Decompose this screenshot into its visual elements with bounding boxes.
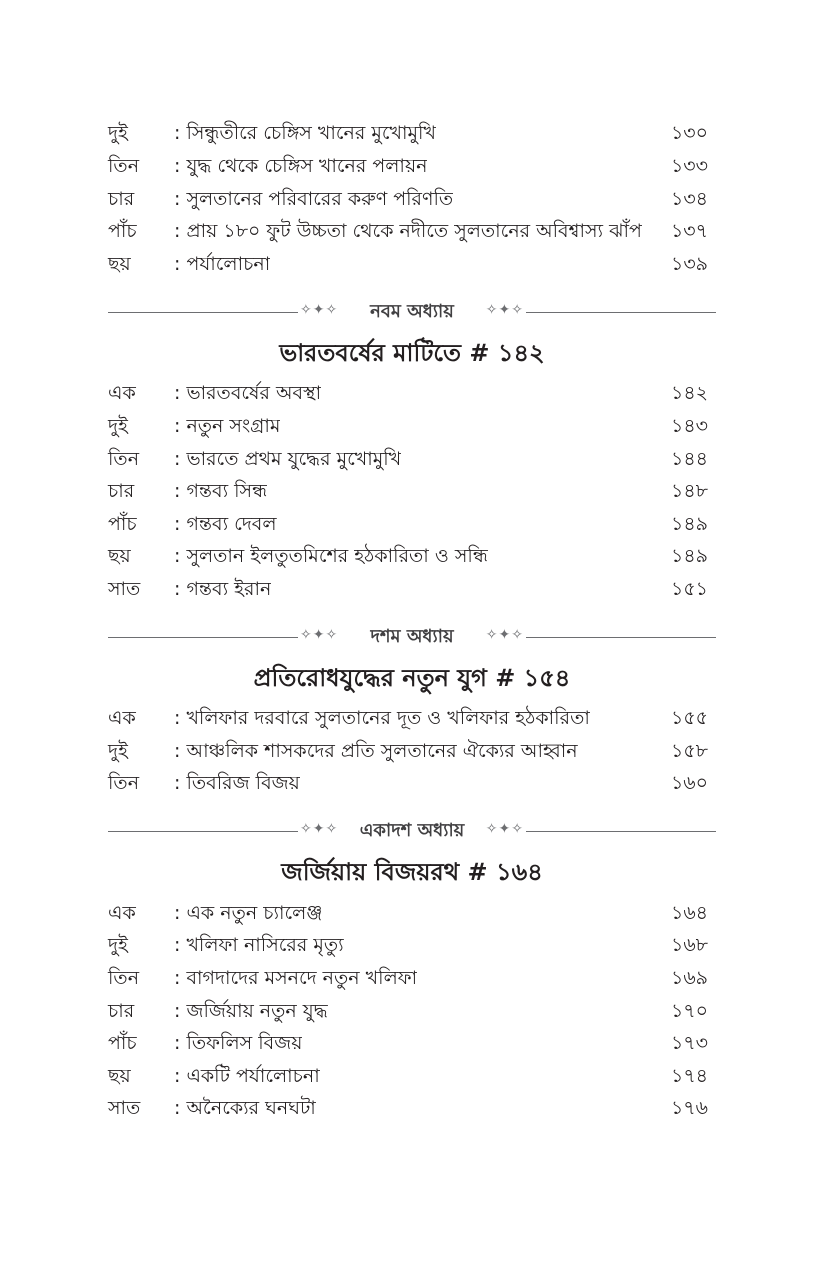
chapter-divider xyxy=(108,300,716,324)
divider-line xyxy=(526,312,716,313)
entry-title: : আঞ্চলিক শাসকদের প্রতি সুলতানের ঐক্যের আহ্বান xyxy=(174,740,578,762)
entry-page: ১৪৮ xyxy=(671,480,708,502)
entry-page: ১৪৪ xyxy=(671,448,708,470)
chapter-label: দশম অধ্যায় xyxy=(370,626,454,647)
entry-page: ১৪৩ xyxy=(670,415,708,437)
entry-page: ১৫১ xyxy=(671,578,708,600)
toc-entry xyxy=(108,377,708,409)
toc-entry xyxy=(108,248,708,280)
toc-entry xyxy=(108,1092,708,1124)
entry-title: : সিন্ধুতীরে চেঙ্গিস খানের মুখোমুখি xyxy=(174,122,436,144)
toc-entry xyxy=(108,735,708,767)
entry-number: চার xyxy=(108,480,135,502)
entry-title: : খলিফা নাসিরের মৃত্যু xyxy=(174,934,344,956)
toc-entry xyxy=(108,929,708,961)
entry-number: দুই xyxy=(108,122,128,144)
toc-entry xyxy=(108,117,708,149)
entry-page: ১৭০ xyxy=(670,1000,708,1022)
entry-page: ১৪৯ xyxy=(671,545,708,567)
toc-entry xyxy=(108,573,708,605)
entry-title: : প্রায় ১৮০ ফুট উচ্চতা থেকে নদীতে সুলতানের অবিশ্বাস্য ঝাঁপ xyxy=(174,220,642,242)
entry-page: ১৭৪ xyxy=(670,1065,708,1087)
chapter-title: প্রতিরোধযুদ্ধের নতুন যুগ # ১৫৪ xyxy=(253,664,571,692)
entry-page: ১৭৩ xyxy=(670,1032,708,1054)
toc-entry xyxy=(108,1060,708,1092)
entry-title: : যুদ্ধ থেকে চেঙ্গিস খানের পলায়ন xyxy=(174,155,428,177)
entry-title: : তিফলিস বিজয় xyxy=(174,1032,303,1054)
entry-title: : এক নতুন চ্যালেঞ্জ xyxy=(174,902,323,924)
entry-page: ১৩০ xyxy=(670,122,708,144)
entry-page: ১৭৬ xyxy=(670,1097,708,1119)
entry-page: ১৬০ xyxy=(670,772,708,794)
entry-title: : ভারতে প্রথম যুদ্ধের মুখোমুখি xyxy=(174,448,402,470)
entry-number: দুই xyxy=(108,415,128,437)
entry-number: দুই xyxy=(108,740,128,762)
entry-page: ১৩৩ xyxy=(670,155,708,177)
entry-page: ১৪২ xyxy=(670,382,708,404)
entry-page: ১৫৫ xyxy=(671,707,708,729)
chapter-title: জর্জিয়ায় বিজয়রথ # ১৬৪ xyxy=(281,858,543,886)
toc-entry xyxy=(108,540,708,572)
entry-number: সাত xyxy=(108,1097,141,1119)
ornament-icon: ✧✦✧ xyxy=(485,302,524,318)
entry-number: পাঁচ xyxy=(108,513,137,535)
divider-line xyxy=(526,637,716,638)
toc-entry xyxy=(108,702,708,734)
toc-entry xyxy=(108,897,708,929)
entry-title: : সুলতানের পরিবারের করুণ পরিণতি xyxy=(174,188,454,210)
entry-page: ১৬৮ xyxy=(670,934,708,956)
toc-entry xyxy=(108,443,708,475)
toc-entry xyxy=(108,475,708,507)
chapter-label: নবম অধ্যায় xyxy=(370,301,454,322)
entry-page: ১৬৪ xyxy=(670,902,708,924)
chapter-divider xyxy=(108,819,716,843)
toc-entry xyxy=(108,767,708,799)
toc-entry xyxy=(108,410,708,442)
entry-number: ছয় xyxy=(108,545,131,567)
entry-title: : সুলতান ইলতুতমিশের হঠকারিতা ও সন্ধি xyxy=(174,545,488,567)
ornament-icon: ✧✦✧ xyxy=(300,302,339,318)
entry-number: সাত xyxy=(108,578,141,600)
entry-number: এক xyxy=(108,902,136,924)
entry-number: তিন xyxy=(108,772,140,794)
entry-page: ১৩৭ xyxy=(670,220,708,242)
entry-number: চার xyxy=(108,188,135,210)
entry-number: ছয় xyxy=(108,253,131,275)
toc-entry xyxy=(108,962,708,994)
entry-page: ১৬৯ xyxy=(670,967,708,989)
entry-title: : একটি পর্যালোচনা xyxy=(174,1065,320,1087)
entry-title: : গন্তব্য সিন্ধ xyxy=(174,480,268,502)
entry-number: এক xyxy=(108,707,136,729)
entry-number: ছয় xyxy=(108,1065,131,1087)
entry-title: : খলিফার দরবারে সুলতানের দূত ও খলিফার হঠকারিতা xyxy=(174,707,590,729)
toc-entry xyxy=(108,1027,708,1059)
ornament-icon: ✧✦✧ xyxy=(300,627,339,643)
entry-title: : নতুন সংগ্রাম xyxy=(174,415,281,437)
entry-number: তিন xyxy=(108,448,140,470)
entry-title: : বাগদাদের মসনদে নতুন খলিফা xyxy=(174,967,418,989)
entry-number: পাঁচ xyxy=(108,220,137,242)
toc-entry xyxy=(108,508,708,540)
entry-number: দুই xyxy=(108,934,128,956)
ornament-icon: ✧✦✧ xyxy=(485,821,524,837)
entry-title: : পর্যালোচনা xyxy=(174,253,271,275)
ornament-icon: ✧✦✧ xyxy=(300,821,339,837)
toc-entry xyxy=(108,183,708,215)
entry-title: : তিবরিজ বিজয় xyxy=(174,772,300,794)
entry-title: : জর্জিয়ায় নতুন যুদ্ধ xyxy=(174,1000,328,1022)
chapter-title: ভারতবর্ষের মাটিতে # ১৪২ xyxy=(279,339,545,367)
ornament-icon: ✧✦✧ xyxy=(485,627,524,643)
entry-number: পাঁচ xyxy=(108,1032,137,1054)
chapter-divider xyxy=(108,625,716,649)
chapter-label: একাদশ অধ্যায় xyxy=(359,820,465,841)
divider-line xyxy=(526,831,716,832)
toc-entry xyxy=(108,150,708,182)
entry-title: : ভারতবর্ষের অবস্থা xyxy=(174,382,322,404)
entry-page: ১৪৯ xyxy=(671,513,708,535)
entry-number: তিন xyxy=(108,155,140,177)
entry-title: : অনৈক্যের ঘনঘটা xyxy=(174,1097,316,1119)
entry-number: চার xyxy=(108,1000,135,1022)
entry-number: এক xyxy=(108,382,136,404)
entry-title: : গন্তব্য ইরান xyxy=(174,578,272,600)
entry-page: ১৩৪ xyxy=(670,188,708,210)
toc-entry xyxy=(108,215,708,247)
entry-number: তিন xyxy=(108,967,140,989)
toc-entry xyxy=(108,995,708,1027)
entry-page: ১৩৯ xyxy=(670,253,708,275)
entry-page: ১৫৮ xyxy=(671,740,708,762)
entry-title: : গন্তব্য দেবল xyxy=(174,513,277,535)
